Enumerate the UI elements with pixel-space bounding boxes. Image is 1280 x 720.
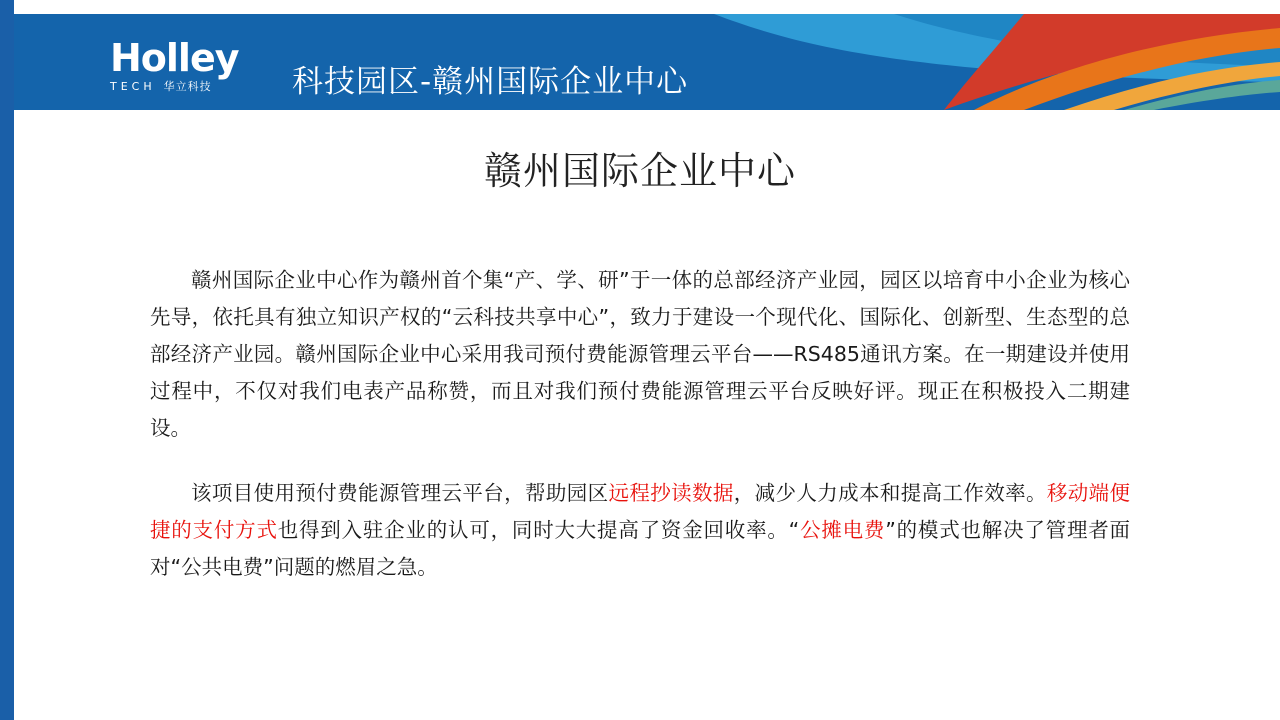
paragraph-2 — [150, 475, 1130, 586]
p2-part3: 也得到入驻企业的认可，同时大大提高了资金回收率。“ — [277, 518, 800, 542]
paragraph-1: 赣州国际企业中心作为赣州首个集“产、学、研”于一体的总部经济产业园，园区以培育中小企业为核心先导，依托具有独立知识产权的“云科技共享中心”，致力于建设一个现代化、国际化、创新型、生态型的总部经济产业园。赣州国际企业中心采用我司预付费能源管理云平台——RS485通讯方案。在一期建设并使用过程中，不仅对我们电表产品称赞，而且对我们预付费能源管理云平台反映好评。现正在积极投入二期建设。 — [150, 268, 1130, 440]
p2-highlight-shared-fee: 公摊电费 — [799, 518, 886, 542]
header-title: 科技园区-赣州国际企业中心 — [292, 64, 689, 100]
holley-logo — [110, 36, 276, 93]
logo-subtext — [110, 78, 276, 94]
logo-sub-en: TECH — [110, 79, 156, 93]
p2-part2: ，减少人力成本和提高工作效率。 — [733, 481, 1047, 505]
slide-header — [14, 14, 1280, 110]
page-title: 赣州国际企业中心 — [483, 149, 796, 193]
p2-part4: ”的模式也解决了管理者面对“公共电费”问题的燃眉之急。 — [150, 518, 1131, 579]
p2-highlight-remote-reading: 远程抄读数据 — [608, 481, 734, 505]
left-accent-strip — [0, 0, 14, 720]
logo-sub-cn: 华立科技 — [163, 80, 212, 93]
logo-wordmark: Holley — [110, 36, 239, 80]
slide-body — [150, 262, 1130, 598]
p2-part1: 该项目使用预付费能源管理云平台，帮助园区 — [191, 481, 609, 505]
p2-highlight-mobile-payment: 移动端便捷的支付方式 — [150, 481, 1130, 542]
